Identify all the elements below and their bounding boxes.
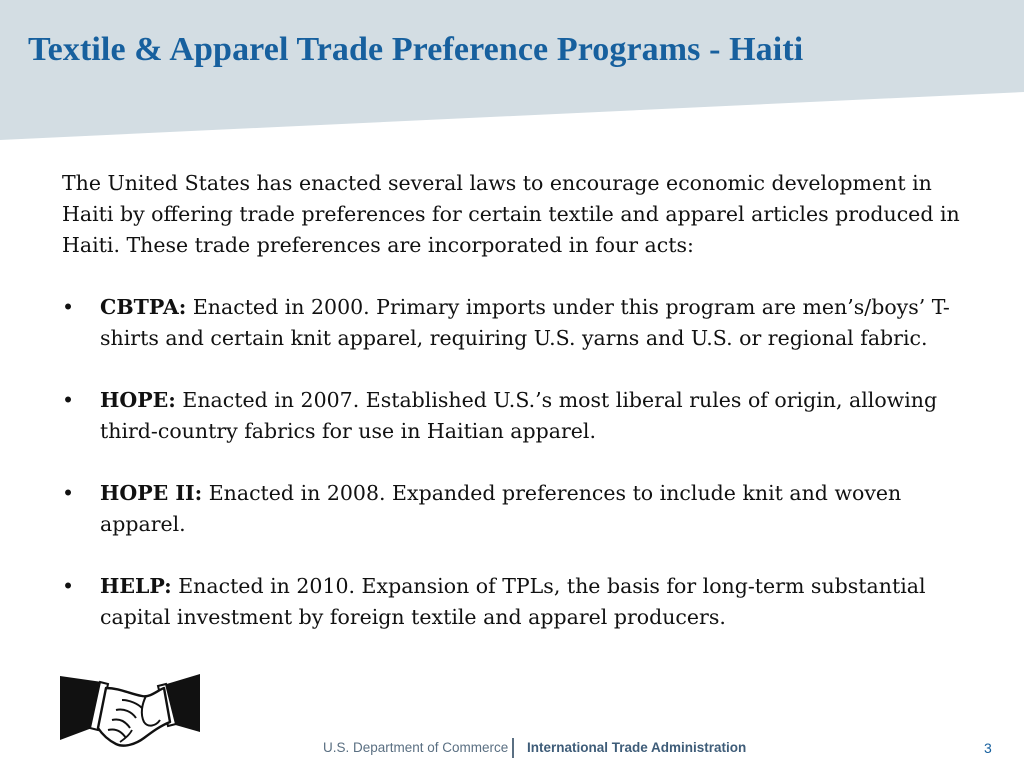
bullet-marker: •: [62, 574, 75, 598]
bullet-marker: •: [62, 295, 75, 319]
footer-divider: [512, 738, 514, 758]
act-description: Enacted in 2010. Expansion of TPLs, the basis for long-term substantial capital investment by foreign textile and apparel producers.: [100, 574, 926, 629]
slide-title: Textile & Apparel Trade Preference Programs - Haiti: [28, 31, 804, 68]
act-description: Enacted in 2008. Expanded preferences to include knit and woven apparel.: [100, 481, 902, 536]
intro-paragraph: The United States has enacted several laws to encourage economic development in Haiti by offering trade preferences for certain textile and apparel articles produced in Haiti. These trade preferences are incorporated in four acts:: [62, 171, 960, 257]
bullet-marker: •: [62, 388, 75, 412]
bullet-marker: •: [62, 481, 75, 505]
acts-list: [62, 292, 982, 633]
footer-department: U.S. Department of Commerce: [323, 740, 509, 755]
page-number: 3: [984, 740, 992, 756]
list-item: [62, 292, 982, 354]
act-description: Enacted in 2007. Established U.S.’s most liberal rules of origin, allowing third-country fabrics for use in Haitian apparel.: [100, 388, 938, 443]
act-name: HOPE:: [100, 388, 176, 412]
list-item: [62, 571, 982, 633]
slide-content: [62, 168, 982, 664]
footer-agency: International Trade Administration: [527, 740, 747, 755]
header-band: [0, 0, 1024, 140]
handshake-icon: [60, 674, 200, 754]
act-name: HELP:: [100, 574, 172, 598]
act-name: CBTPA:: [100, 295, 187, 319]
act-name: HOPE II:: [100, 481, 203, 505]
list-item: [62, 385, 982, 447]
act-description: Enacted in 2000. Primary imports under this program are men’s/boys’ T-shirts and certain knit apparel, requiring U.S. yarns and U.S. or regional fabric.: [100, 295, 950, 350]
list-item: [62, 478, 982, 540]
